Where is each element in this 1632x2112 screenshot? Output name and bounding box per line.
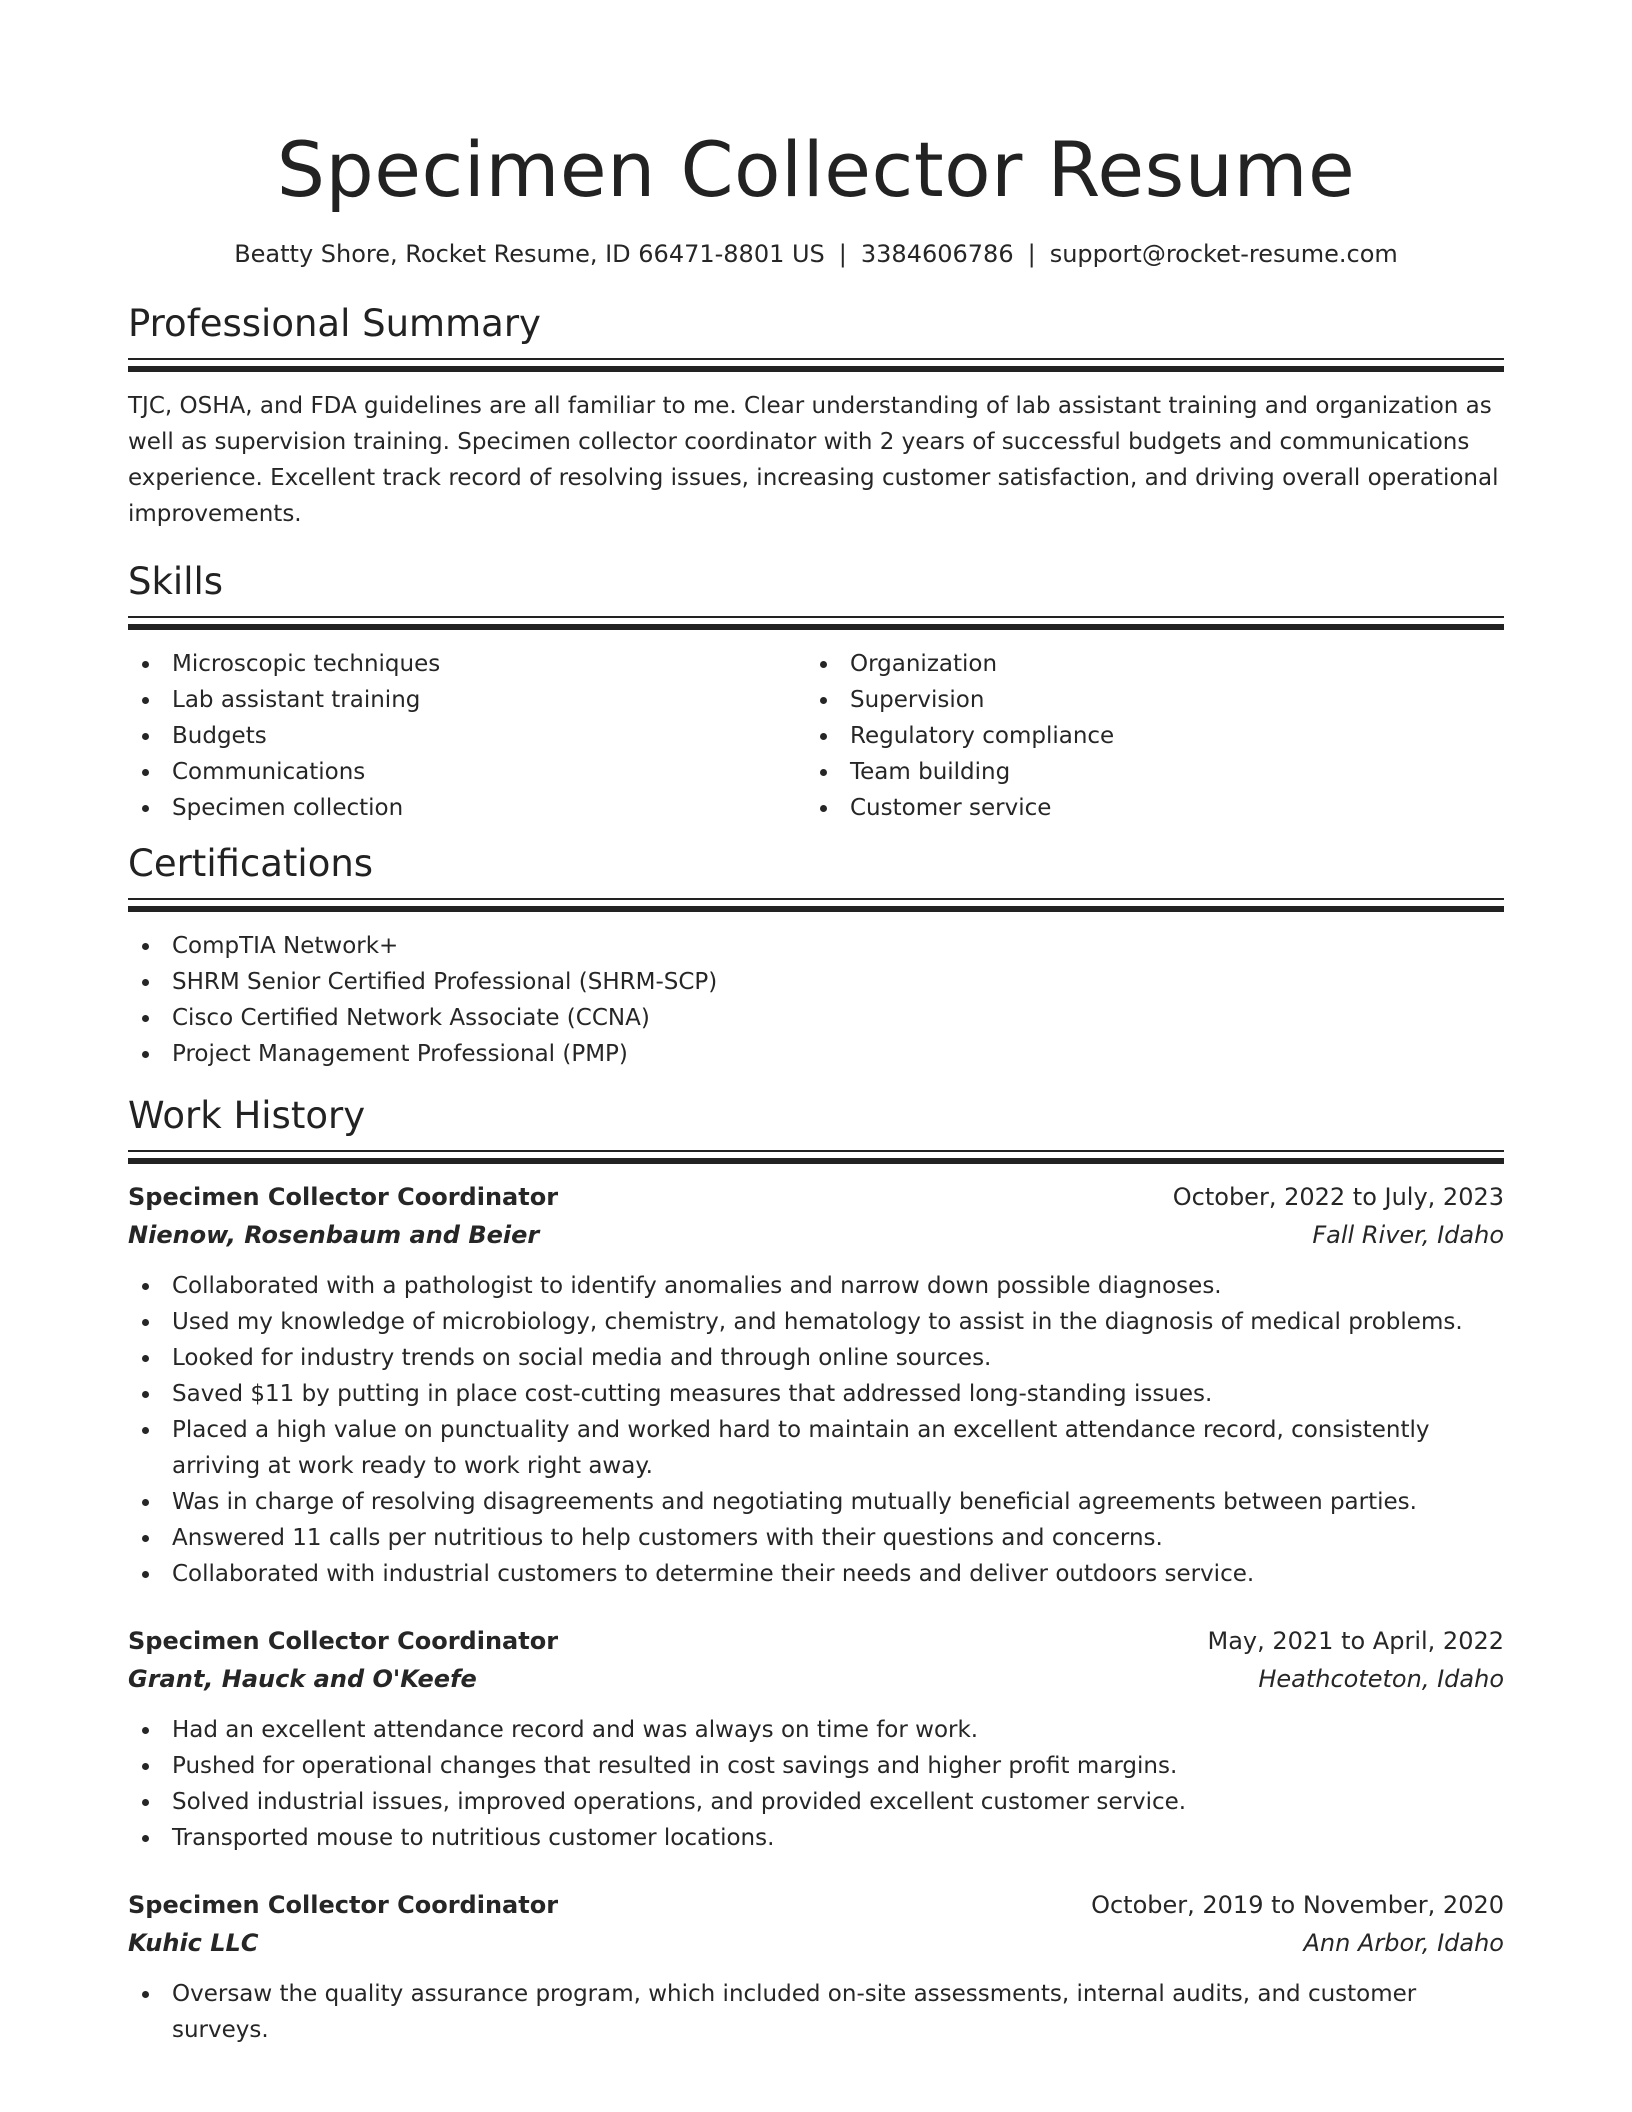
certifications-section — [128, 840, 1504, 1072]
job-duty: Transported mouse to nutritious customer locations. — [128, 1820, 1504, 1856]
job-company-row — [128, 1924, 1504, 1962]
job-entry — [128, 1622, 1504, 1856]
job-dates: October, 2022 to July, 2023 — [1172, 1183, 1504, 1211]
skill-item: Supervision — [806, 682, 1484, 718]
section-divider-thick — [128, 366, 1504, 372]
certification-item: Cisco Certified Network Associate (CCNA) — [128, 1000, 1504, 1036]
job-duty: Placed a high value on punctuality and worked hard to maintain an excellent attendance record, consistently arriving at work ready to work right away. — [128, 1412, 1504, 1484]
job-entry — [128, 1178, 1504, 1592]
job-header-row — [128, 1622, 1504, 1660]
job-duty: Used my knowledge of microbiology, chemistry, and hematology to assist in the diagnosis of medical problems. — [128, 1304, 1504, 1340]
certifications-list — [128, 928, 1504, 1072]
skills-grid — [128, 646, 1504, 826]
skill-item: Specimen collection — [128, 790, 806, 826]
contact-address: Beatty Shore, Rocket Resume, ID 66471-8801 US — [234, 240, 825, 268]
job-duty: Collaborated with industrial customers to determine their needs and deliver outdoors service. — [128, 1556, 1504, 1592]
skills-list-right — [806, 646, 1484, 826]
contact-phone: 3384606786 — [860, 240, 1014, 268]
skill-item: Team building — [806, 754, 1484, 790]
job-company: Nienow, Rosenbaum and Beier — [128, 1221, 540, 1249]
job-duty: Had an excellent attendance record and was always on time for work. — [128, 1712, 1504, 1748]
job-duty: Collaborated with a pathologist to identify anomalies and narrow down possible diagnoses. — [128, 1268, 1504, 1304]
job-duties-list — [128, 1712, 1504, 1856]
certifications-heading: Certifications — [128, 842, 374, 885]
skills-list-left — [128, 646, 806, 826]
skill-item: Organization — [806, 646, 1484, 682]
certification-item: CompTIA Network+ — [128, 928, 1504, 964]
skill-item: Communications — [128, 754, 806, 790]
skill-item: Budgets — [128, 718, 806, 754]
job-title: Specimen Collector Coordinator — [128, 1183, 559, 1211]
skill-item: Regulatory compliance — [806, 718, 1484, 754]
section-divider-thick — [128, 1158, 1504, 1164]
skill-item: Lab assistant training — [128, 682, 806, 718]
job-company-row — [128, 1216, 1504, 1254]
job-duty: Pushed for operational changes that resulted in cost savings and higher profit margins. — [128, 1748, 1504, 1784]
section-divider — [128, 1150, 1504, 1152]
section-divider — [128, 898, 1504, 900]
job-company: Kuhic LLC — [128, 1929, 259, 1957]
work-history-section — [128, 1092, 1504, 2048]
job-company-row — [128, 1660, 1504, 1698]
job-duties-list — [128, 1268, 1504, 1592]
skills-section — [128, 558, 1504, 826]
certification-item: SHRM Senior Certified Professional (SHRM-SCP) — [128, 964, 1504, 1000]
job-entry — [128, 1886, 1504, 2048]
job-duty: Answered 11 calls per nutritious to help customers with their questions and concerns. — [128, 1520, 1504, 1556]
job-duty: Looked for industry trends on social media and through online sources. — [128, 1340, 1504, 1376]
job-company: Grant, Hauck and O'Keefe — [128, 1665, 477, 1693]
summary-heading: Professional Summary — [128, 302, 541, 345]
section-divider-thick — [128, 624, 1504, 630]
contact-separator: | — [838, 240, 847, 268]
job-header-row — [128, 1886, 1504, 1924]
skills-heading: Skills — [128, 560, 224, 603]
skill-item: Customer service — [806, 790, 1484, 826]
job-duty: Solved industrial issues, improved operations, and provided excellent customer service. — [128, 1784, 1504, 1820]
job-dates: May, 2021 to April, 2022 — [1207, 1627, 1504, 1655]
job-header-row — [128, 1178, 1504, 1216]
job-duty: Oversaw the quality assurance program, which included on-site assessments, internal audits, and customer surveys. — [128, 1976, 1504, 2048]
job-location: Fall River, Idaho — [1312, 1221, 1504, 1249]
summary-text: TJC, OSHA, and FDA guidelines are all familiar to me. Clear understanding of lab assistant training and organization as well as supervision training. Specimen collector coordinator with 2 years of successful budgets and communications experience. Excellent track record of resolving issues, increasing customer satisfaction, and driving overall operational improvements. — [128, 393, 1499, 527]
work-history-heading: Work History — [128, 1094, 366, 1137]
job-duties-list — [128, 1976, 1504, 2048]
contact-line — [128, 238, 1504, 270]
job-duty: Was in charge of resolving disagreements and negotiating mutually beneficial agreements between parties. — [128, 1484, 1504, 1520]
job-location: Ann Arbor, Idaho — [1303, 1929, 1504, 1957]
contact-separator: | — [1027, 240, 1036, 268]
resume-title: Specimen Collector Resume — [276, 125, 1356, 214]
job-location: Heathcoteton, Idaho — [1258, 1665, 1504, 1693]
job-duty: Saved $11 by putting in place cost-cutting measures that addressed long-standing issues. — [128, 1376, 1504, 1412]
job-title: Specimen Collector Coordinator — [128, 1891, 559, 1919]
section-divider — [128, 358, 1504, 360]
section-divider — [128, 616, 1504, 618]
summary-section — [128, 300, 1504, 532]
job-title: Specimen Collector Coordinator — [128, 1627, 559, 1655]
job-dates: October, 2019 to November, 2020 — [1091, 1891, 1504, 1919]
certification-item: Project Management Professional (PMP) — [128, 1036, 1504, 1072]
skill-item: Microscopic techniques — [128, 646, 806, 682]
section-divider-thick — [128, 906, 1504, 912]
contact-email[interactable]: support@rocket-resume.com — [1049, 240, 1398, 268]
